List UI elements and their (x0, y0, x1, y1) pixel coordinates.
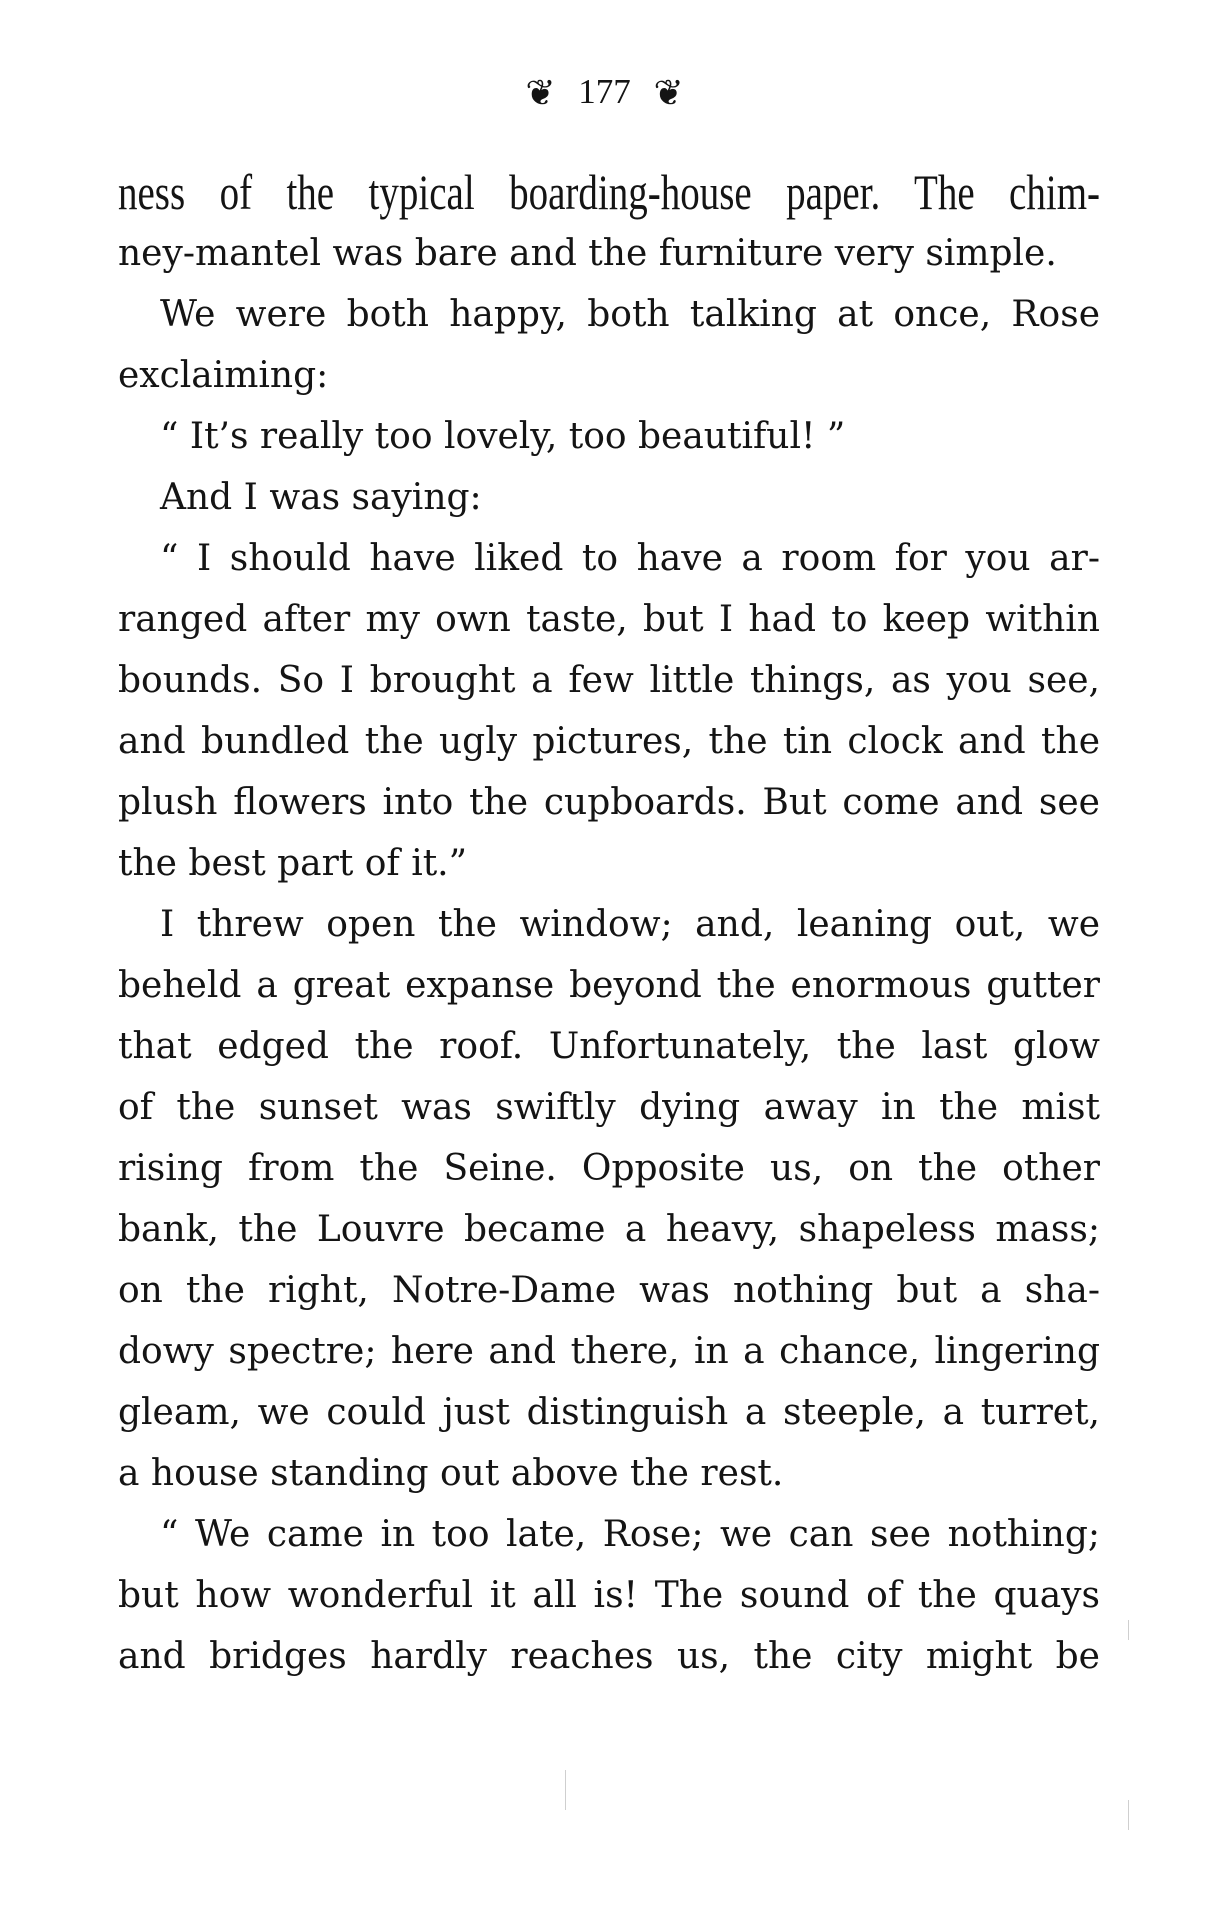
text-line: ness of the typical boarding-house paper. The chim- (118, 164, 1101, 220)
text-line: and bridges hardly reaches us, the city might be (118, 1636, 1100, 1677)
text-line: on the right, Notre-Dame was nothing but a sha- (118, 1270, 1100, 1311)
text-line: I threw open the window; and, leaning out, we (160, 904, 1100, 945)
text-line: bounds. So I brought a few little things, as you see, (118, 660, 1100, 701)
text-line: a house standing out above the rest. (118, 1453, 784, 1494)
text-line: beheld a great expanse beyond the enormous gutter (118, 965, 1100, 1006)
text-line: “ It’s really too lovely, too beautiful! ” (160, 416, 846, 457)
text-line: but how wonderful it all is! The sound of the quays (118, 1575, 1100, 1616)
fleuron-left-icon: ❦ (525, 73, 556, 113)
text-line: “ I should have liked to have a room for you ar- (160, 538, 1100, 579)
body-text (118, 162, 1100, 1687)
text-line: gleam, we could just distinguish a steeple, a turret, (118, 1392, 1100, 1433)
text-line: ranged after my own taste, but I had to keep within (118, 599, 1100, 640)
paper-speck (1128, 1800, 1129, 1830)
text-line: “ We came in too late, Rose; we can see nothing; (160, 1514, 1100, 1555)
fleuron-right-icon: ❦ (653, 73, 684, 113)
text-line: bank, the Louvre became a heavy, shapeless mass; (118, 1209, 1100, 1250)
text-line: the best part of it.” (118, 843, 468, 884)
text-line: ney-mantel was bare and the furniture very simple. (118, 233, 1057, 274)
text-line: dowy spectre; here and there, in a chance, lingering (118, 1331, 1100, 1372)
text-line: exclaiming: (118, 355, 329, 396)
paper-speck (565, 1770, 566, 1810)
text-line: that edged the roof. Unfortunately, the last glow (118, 1026, 1100, 1067)
text-line: plush flowers into the cupboards. But come and see (118, 782, 1100, 823)
text-line: And I was saying: (160, 477, 482, 518)
paper-speck (1128, 1620, 1129, 1640)
text-line: of the sunset was swiftly dying away in the mist (118, 1087, 1100, 1128)
text-line: rising from the Seine. Opposite us, on the other (118, 1148, 1100, 1189)
text-line: We were both happy, both talking at once, Rose (160, 294, 1100, 335)
page-number: 177 (578, 72, 631, 111)
page-header (0, 70, 1209, 115)
text-line: and bundled the ugly pictures, the tin clock and the (118, 721, 1100, 762)
